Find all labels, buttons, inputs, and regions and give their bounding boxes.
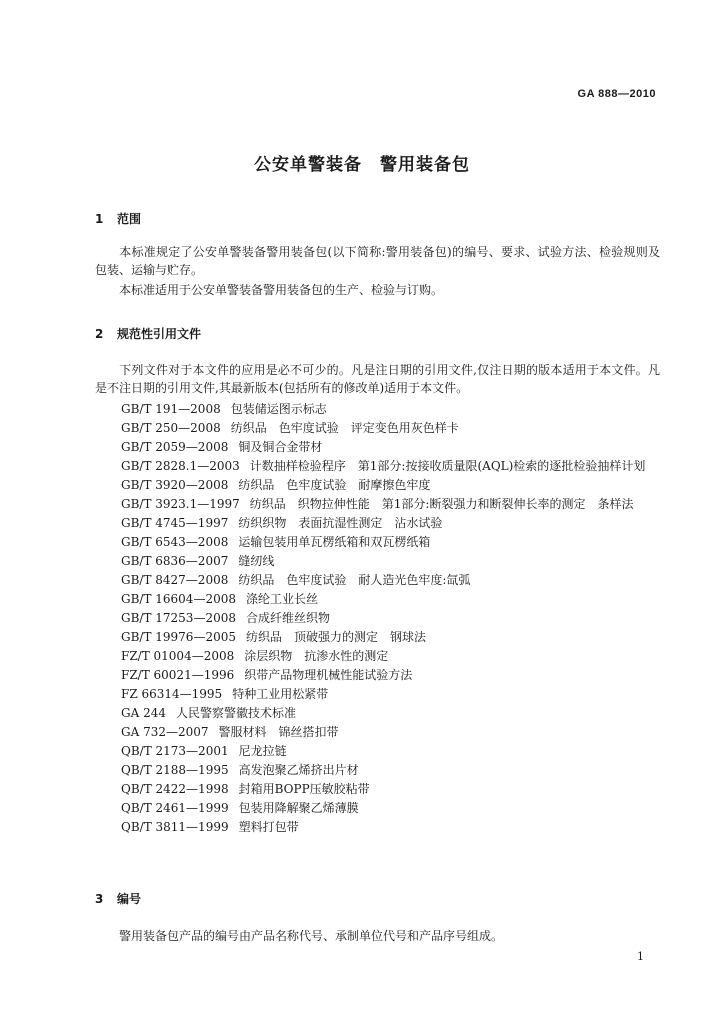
section-number: 2	[95, 327, 104, 341]
reference-item	[95, 419, 660, 438]
reference-item	[95, 552, 660, 571]
reference-item	[95, 723, 660, 742]
section-number: 3	[95, 892, 104, 906]
reference-code: GB/T 8427—2008	[121, 573, 229, 587]
reference-item	[95, 571, 660, 590]
section-number: 1	[95, 212, 104, 226]
reference-item	[95, 780, 660, 799]
reference-code: GB/T 3923.1—1997	[121, 497, 240, 511]
reference-code: QB/T 2173—2001	[121, 744, 229, 758]
reference-item	[95, 742, 660, 761]
reference-list	[95, 400, 660, 837]
reference-item	[95, 400, 660, 419]
reference-title: 塑料打包带	[238, 820, 299, 834]
standard-code: GA 888—2010	[577, 88, 656, 100]
reference-title: 人民警察警徽技术标准	[175, 706, 296, 720]
reference-code: QB/T 2461—1999	[121, 801, 229, 815]
reference-item	[95, 609, 660, 628]
reference-item	[95, 647, 660, 666]
reference-code: GA 732—2007	[121, 725, 209, 739]
reference-title: 尼龙拉链	[238, 744, 287, 758]
numbering-paragraph	[95, 927, 660, 945]
reference-title: 特种工业用松紧带	[232, 687, 329, 701]
reference-code: GB/T 2828.1—2003	[121, 459, 240, 473]
scope-paragraph-1	[95, 243, 660, 279]
reference-code: FZ/T 60021—1996	[121, 668, 235, 682]
reference-title: 织带产品物理机械性能试验方法	[244, 668, 413, 682]
reference-code: GB/T 19976—2005	[121, 630, 236, 644]
scope-paragraph-2	[95, 281, 660, 299]
reference-code: GB/T 6543—2008	[121, 535, 229, 549]
section-heading-scope	[95, 210, 141, 227]
reference-title: 运输包装用单瓦楞纸箱和双瓦楞纸箱	[238, 535, 431, 549]
reference-item	[95, 628, 660, 647]
reference-title: 涂层织物 抗渗水性的测定	[244, 649, 389, 663]
reference-item	[95, 590, 660, 609]
document-title: 公安单警装备 警用装备包	[254, 155, 470, 175]
reference-code: GB/T 6836—2007	[121, 554, 229, 568]
reference-item	[95, 818, 660, 837]
section-heading-numbering	[95, 890, 141, 907]
reference-code: GB/T 3920—2008	[121, 478, 229, 492]
reference-title: 封箱用BOPP压敏胶粘带	[238, 782, 370, 796]
reference-code: GB/T 250—2008	[121, 421, 221, 435]
references-intro-paragraph	[95, 361, 660, 397]
reference-title: 包装用降解聚乙烯薄膜	[238, 801, 359, 815]
reference-title: 警服材料 锦丝搭扣带	[218, 725, 339, 739]
reference-title: 涤纶工业长丝	[245, 592, 318, 606]
page-number: 1	[637, 950, 644, 963]
section-title: 范围	[117, 212, 142, 226]
reference-code: GB/T 16604—2008	[121, 592, 236, 606]
reference-item	[95, 438, 660, 457]
reference-title: 纺织品 色牢度试验 耐人造光色牢度:氙弧	[238, 573, 471, 587]
section-heading-normative-references	[95, 325, 201, 342]
reference-item	[95, 533, 660, 552]
reference-title: 计数抽样检验程序 第1部分:按接收质量限(AQL)检索的逐批检验抽样计划	[249, 459, 646, 473]
reference-title: 纺织品 织物拉伸性能 第1部分:断裂强力和断裂伸长率的测定 条样法	[249, 497, 634, 511]
reference-item	[95, 514, 660, 533]
paragraph-text: 警用装备包产品的编号由产品名称代号、承制单位代号和产品序号组成。	[119, 929, 504, 943]
paragraph-text: 本标准适用于公安单警装备警用装备包的生产、检验与订购。	[119, 283, 444, 297]
reference-title: 合成纤维丝织物	[245, 611, 330, 625]
reference-item	[95, 761, 660, 780]
reference-item	[95, 495, 660, 514]
section-title: 规范性引用文件	[117, 327, 202, 341]
reference-code: GB/T 2059—2008	[121, 440, 229, 454]
reference-code: QB/T 2422—1998	[121, 782, 229, 796]
reference-item	[95, 457, 660, 476]
reference-title: 缝纫线	[238, 554, 275, 568]
section-title: 编号	[117, 892, 142, 906]
reference-item	[95, 704, 660, 723]
reference-title: 纺织品 色牢度试验 评定变色用灰色样卡	[230, 421, 459, 435]
reference-title: 高发泡聚乙烯挤出片材	[238, 763, 359, 777]
paragraph-text: 下列文件对于本文件的应用是必不可少的。凡是注日期的引用文件,仅注日期的版本适用于本文件。凡是不注日期的引用文件,其最新版本(包括所有的修改单)适用于本文件。	[95, 363, 660, 395]
reference-item	[95, 476, 660, 495]
reference-item	[95, 685, 660, 704]
reference-code: GA 244	[121, 706, 166, 720]
reference-code: GB/T 4745—1997	[121, 516, 229, 530]
reference-title: 纺织织物 表面抗湿性测定 沾水试验	[238, 516, 443, 530]
reference-code: GB/T 17253—2008	[121, 611, 236, 625]
reference-item	[95, 666, 660, 685]
reference-code: QB/T 2188—1995	[121, 763, 229, 777]
reference-item	[95, 799, 660, 818]
reference-code: FZ 66314—1995	[121, 687, 223, 701]
reference-title: 包装储运图示标志	[230, 402, 327, 416]
paragraph-text: 本标准规定了公安单警装备警用装备包(以下简称:警用装备包)的编号、要求、试验方法、检验规则及包装、运输与贮存。	[95, 245, 660, 277]
reference-title: 纺织品 顶破强力的测定 钢球法	[245, 630, 426, 644]
reference-code: QB/T 3811—1999	[121, 820, 229, 834]
reference-code: GB/T 191—2008	[121, 402, 221, 416]
reference-title: 铜及铜合金带材	[238, 440, 323, 454]
reference-title: 纺织品 色牢度试验 耐摩擦色牢度	[238, 478, 431, 492]
reference-code: FZ/T 01004—2008	[121, 649, 235, 663]
